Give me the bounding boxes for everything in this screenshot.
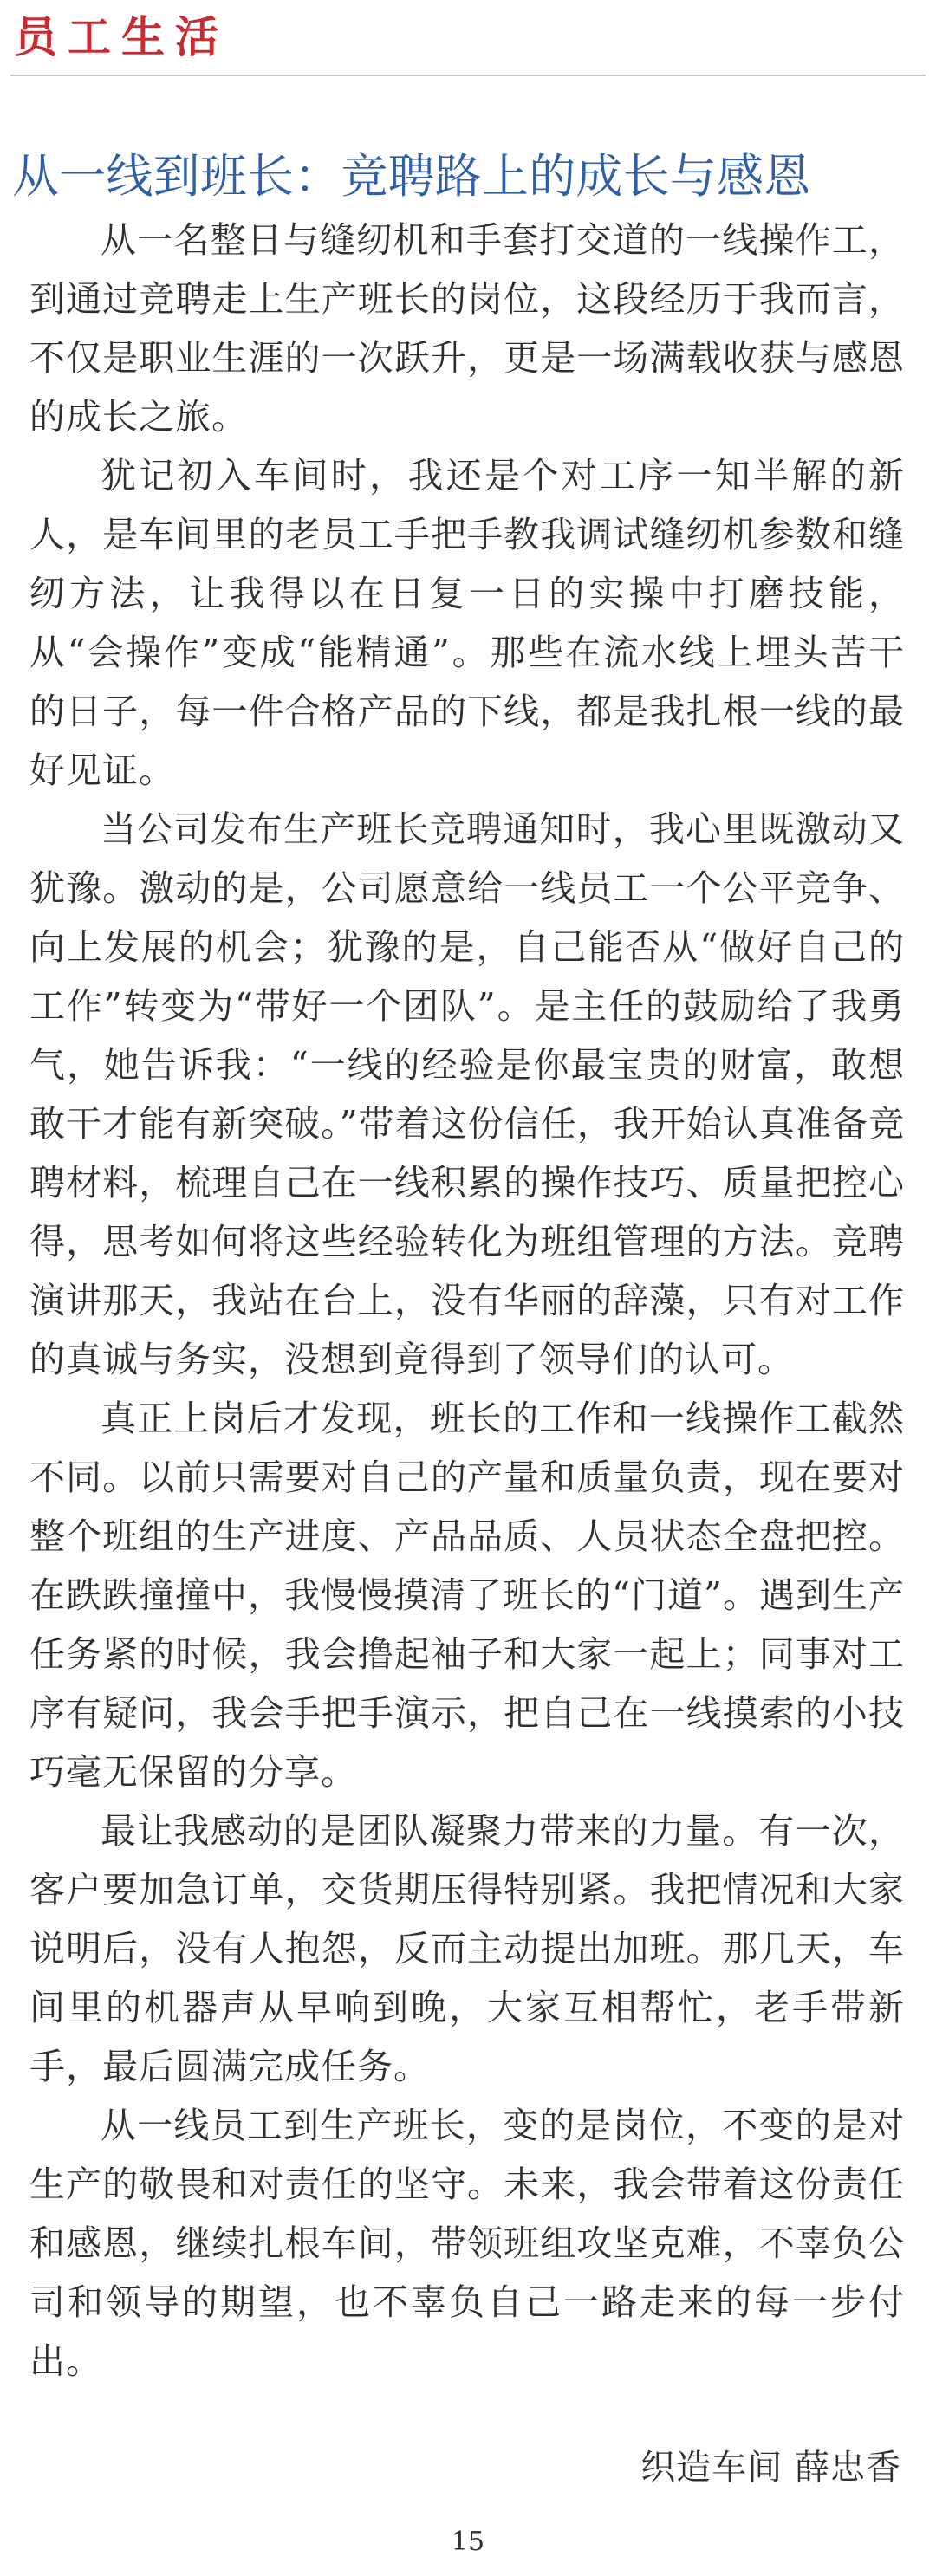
article-title: 从一线到班长：竞聘路上的成长与感恩 xyxy=(12,149,811,204)
author-byline: 织造车间 薛忠香 xyxy=(640,2448,901,2488)
header-divider xyxy=(10,75,926,76)
page-number: 15 xyxy=(451,2527,485,2557)
paragraph-4: 真正上岗后才发现，班长的工作和一线操作工截然不同。以前只需要对自己的产量和质量负责，现在要对整个班组的生产进度、产品品质、人员状态全盘把控。在跌跌撞撞中，我慢慢摸清了班长的“门道”。遇到生产任务紧的时候，我会撸起袖子和大家一起上；同事对工序有疑问，我会手把手演示，把自己在一线摸索的小技巧毫无保留的分享。 xyxy=(29,1398,905,1793)
article-body xyxy=(29,211,905,2391)
paragraph-5: 最让我感动的是团队凝聚力带来的力量。有一次，客户要加急订单，交货期压得特别紧。我把情况和大家说明后，没有人抱怨，反而主动提出加班。那几天，车间里的机器声从早响到晚，大家互相帮忙，老手带新手，最后圆满完成任务。 xyxy=(29,1810,905,2087)
paragraph-1: 从一名整日与缝纫机和手套打交道的一线操作工，到通过竞聘走上生产班长的岗位，这段经历于我而言，不仅是职业生涯的一次跃升，更是一场满载收获与感恩的成长之旅。 xyxy=(29,219,905,438)
paragraph-2: 犹记初入车间时，我还是个对工序一知半解的新人，是车间里的老员工手把手教我调试缝纫机参数和缝纫方法，让我得以在日复一日的实操中打磨技能，从“会操作”变成“能精通”。那些在流水线上埋头苦干的日子，每一件合格产品的下线，都是我扎根一线的最好见证。 xyxy=(29,455,905,791)
section-header: 员工生活 xyxy=(14,11,229,62)
paragraph-6: 从一线员工到生产班长，变的是岗位，不变的是对生产的敬畏和对责任的坚守。未来，我会带着这份责任和感恩，继续扎根车间，带领班组攻坚克难，不辜负公司和领导的期望，也不辜负自己一路走来的每一步付出。 xyxy=(29,2105,905,2382)
paragraph-3: 当公司发布生产班长竞聘通知时，我心里既激动又犹豫。激动的是，公司愿意给一线员工一个公平竞争、向上发展的机会；犹豫的是，自己能否从“做好自己的工作”转变为“带好一个团队”。是主任的鼓励给了我勇气，她告诉我：“一线的经验是你最宝贵的财富，敢想敢干才能有新突破。”带着这份信任，我开始认真准备竞聘材料，梳理自己在一线积累的操作技巧、质量把控心得，思考如何将这些经验转化为班组管理的方法。竞聘演讲那天，我站在台上，没有华丽的辞藻，只有对工作的真诚与务实，没想到竟得到了领导们的认可。 xyxy=(29,808,905,1380)
